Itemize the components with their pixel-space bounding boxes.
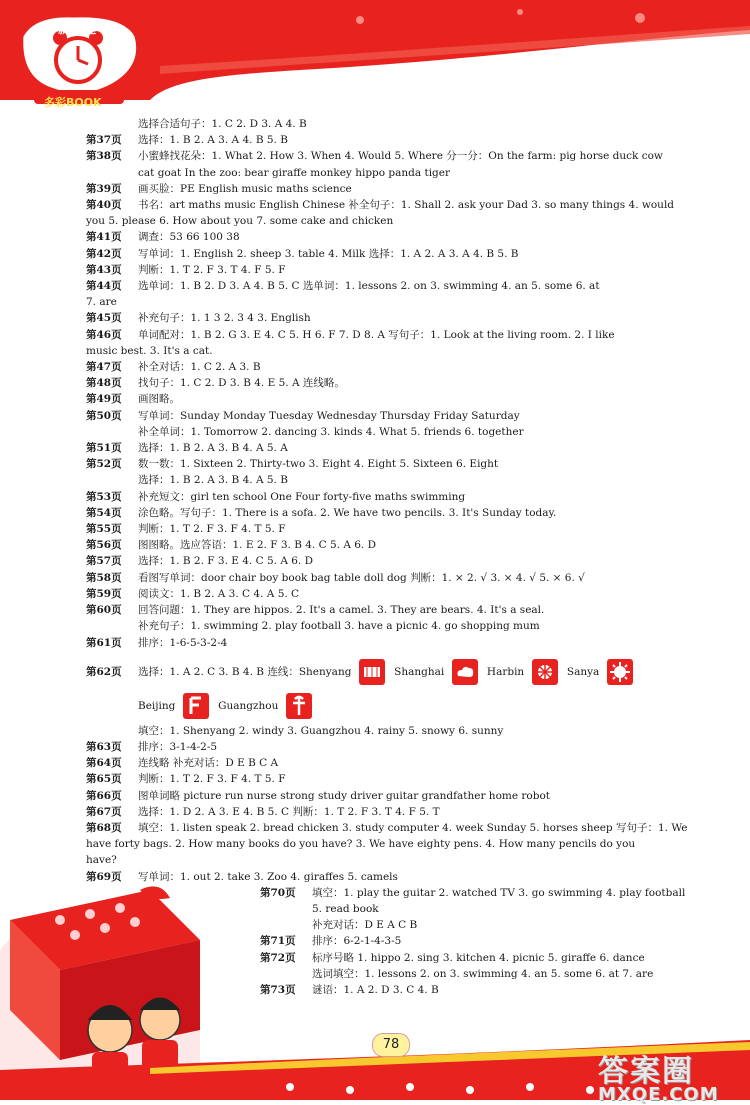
answer-line — [86, 655, 706, 689]
answer-text: 判断：1. T 2. F 3. T 4. F 5. F — [138, 263, 286, 276]
city-label: Sanya — [566, 665, 600, 678]
answer-text: 选单词：1. B 2. D 3. A 4. B 5. C 选单词：1. lessons 2. on 3. swimming 4. an 5. some 6. at — [138, 280, 600, 293]
page-number: 78 — [372, 1033, 410, 1057]
logo — [14, 6, 144, 109]
answer-text: 排序：6-2-1-4-3-5 — [312, 935, 402, 948]
answer-text: 数一数：1. Sixteen 2. Thirty-two 3. Eight 4. Eight 5. Sixteen 6. Eight — [138, 458, 499, 471]
answer-line — [86, 836, 706, 852]
weather-snowflake-icon — [532, 659, 558, 685]
answer-text: 补充对话：D E A C B — [312, 919, 418, 932]
logo-subtitle: 多彩BOOK — [44, 96, 102, 109]
answer-line — [86, 472, 706, 488]
answer-line — [86, 537, 706, 553]
answer-line — [86, 165, 706, 181]
answer-text: 补充短文：girl ten school One Four forty-five maths swimming — [138, 490, 466, 503]
answer-line — [86, 852, 706, 868]
answer-text: 书名：art maths music English Chinese 补全句子：1. Shall 2. ask your Dad 3. so many things 4. would — [138, 199, 675, 212]
answer-line — [86, 755, 706, 771]
page-label: 第48页 — [86, 377, 122, 390]
city-label: Shanghai — [394, 665, 445, 678]
answer-text: 标序号略 1. hippo 2. sing 3. kitchen 4. picnic 5. giraffe 6. dance — [312, 951, 645, 964]
answer-line — [86, 197, 706, 213]
answer-line — [86, 820, 706, 836]
answer-line — [86, 570, 706, 586]
answer-line — [86, 635, 706, 651]
answer-line — [86, 553, 706, 569]
answer-line — [86, 440, 706, 456]
city-label: Guangzhou — [218, 699, 279, 712]
answer-line — [86, 327, 706, 343]
answer-line — [86, 804, 706, 820]
page-label: 第73页 — [260, 983, 296, 996]
answer-text: 判断：1. T 2. F 3. F 4. T 5. F — [138, 773, 286, 786]
answer-text: 小蜜蜂找花朵：1. What 2. How 3. When 4. Would 5. Where 分一分：On the farm: pig horse duck cow — [138, 150, 663, 163]
page-label: 第65页 — [86, 773, 122, 786]
weather-cloud-icon — [452, 659, 478, 685]
answer-line — [86, 408, 706, 424]
answer-text — [138, 655, 706, 689]
page-label: 第57页 — [86, 555, 122, 568]
answer-text: 单词配对：1. B 2. G 3. E 4. C 5. H 6. F 7. D 8. A 写句子：1. Look at the living room. 2. I like — [138, 328, 615, 341]
page-label: 第41页 — [86, 231, 122, 244]
page-label: 第69页 — [86, 870, 122, 883]
page-label: 第55页 — [86, 523, 122, 536]
answer-text: 选择：1. A 2. C 3. B 4. B 连线：Shenyang — [138, 665, 352, 678]
city-label: Harbin — [486, 665, 525, 678]
answer-line — [86, 391, 706, 407]
answer-text: 排序：3-1-4-2-5 — [138, 740, 218, 753]
answer-text: 5. read book — [312, 902, 379, 915]
answer-line — [86, 424, 706, 440]
page-label: 第70页 — [260, 886, 296, 899]
answer-line — [86, 505, 706, 521]
page-label: 第64页 — [86, 757, 122, 770]
page-label: 第45页 — [86, 312, 122, 325]
answer-text: 写单词：1. English 2. sheep 3. table 4. Milk 选择：1. A 2. A 3. A 4. B 5. B — [138, 247, 519, 260]
answer-line — [86, 213, 706, 229]
page-label: 第49页 — [86, 393, 122, 406]
answer-text: 选择：1. B 2. A 3. A 4. B 5. B — [138, 134, 288, 147]
page-label: 第68页 — [86, 821, 122, 834]
answer-line — [86, 343, 706, 359]
answer-line — [86, 246, 706, 262]
answer-text: 选词填空：1. lessons 2. on 3. swimming 4. an 5. some 6. at 7. are — [312, 967, 654, 980]
answer-line — [86, 489, 706, 505]
page-label: 第72页 — [260, 951, 296, 964]
answer-text: 补全对话：1. C 2. A 3. B — [138, 361, 261, 374]
page-label: 第37页 — [86, 134, 122, 147]
page-label: 第63页 — [86, 740, 122, 753]
answer-line — [86, 788, 706, 804]
page-label: 第42页 — [86, 247, 122, 260]
answer-text: have? — [86, 854, 117, 867]
answer-text — [138, 689, 706, 723]
answer-line — [86, 116, 706, 132]
answer-text: music best. 3. It's a cat. — [86, 344, 213, 357]
page-label: 第47页 — [86, 361, 122, 374]
answer-text: 回答问题：1. They are hippos. 2. It's a camel. 3. They are bears. 4. It's a seal. — [138, 604, 545, 617]
watermark-url: MXQE.COM — [598, 1084, 719, 1105]
answer-text: 阅读文：1. B 2. A 3. C 4. A 5. C — [138, 587, 300, 600]
answer-line — [86, 771, 706, 787]
watermark-title: 答案圈 — [598, 1054, 694, 1089]
answer-text: 排序：1-6-5-3-2-4 — [138, 636, 228, 649]
answer-line — [86, 278, 706, 294]
page-label: 第67页 — [86, 805, 122, 818]
answer-text: 画买脸：PE English music maths science — [138, 182, 352, 195]
page-label: 第50页 — [86, 409, 122, 422]
answer-text: cat goat In the zoo: bear giraffe monkey hippo panda tiger — [138, 166, 451, 179]
answer-text: 选择：1. D 2. A 3. E 4. B 5. C 判断：1. T 2. F 3. T 4. F 5. T — [138, 805, 440, 818]
answer-text: 谜语：1. A 2. D 3. C 4. B — [312, 983, 439, 996]
page-label: 第71页 — [260, 935, 296, 948]
answer-line — [86, 586, 706, 602]
answer-text: 调查：53 66 100 38 — [138, 231, 240, 244]
answer-key — [86, 116, 706, 998]
page-label: 第40页 — [86, 199, 122, 212]
answer-text: 选择：1. B 2. A 3. B 4. A 5. A — [138, 442, 288, 455]
answer-line — [86, 310, 706, 326]
answer-text: 填空：1. play the guitar 2. watched TV 3. go swimming 4. play football — [312, 886, 686, 899]
answer-line — [86, 148, 706, 164]
answer-text: 涂色略。写句子：1. There is a sofa. 2. We have two pencils. 3. It's Sunday today. — [138, 506, 557, 519]
answer-line — [86, 618, 706, 634]
page-label: 第51页 — [86, 442, 122, 455]
answer-text: 填空：1. listen speak 2. bread chicken 3. study computer 4. week Sunday 5. horses sheep 写句子：1. We — [138, 821, 688, 834]
answer-line — [86, 181, 706, 197]
answer-line — [86, 294, 706, 310]
answer-line — [86, 723, 706, 739]
answer-line — [86, 132, 706, 148]
page-label: 第56页 — [86, 539, 122, 552]
answer-text: 写单词：1. out 2. take 3. Zoo 4. giraffes 5. camels — [138, 870, 398, 883]
page-label: 第54页 — [86, 506, 122, 519]
answer-line — [86, 359, 706, 375]
answer-line — [86, 456, 706, 472]
answer-text: 判断：1. T 2. F 3. F 4. T 5. F — [138, 523, 286, 536]
watermark — [598, 1046, 719, 1105]
answer-text: 补充句子：1. 1 3 2. 3 4 3. English — [138, 312, 311, 325]
page-label: 第53页 — [86, 490, 122, 503]
answer-text: you 5. please 6. How about you 7. some cake and chicken — [86, 215, 394, 228]
city-label: Beijing — [138, 699, 176, 712]
answer-text: 找句子：1. C 2. D 3. B 4. E 5. A 连线略。 — [138, 377, 345, 390]
answer-text: 看图写单词：door chair boy book bag table doll dog 判断：1. × 2. √ 3. × 4. √ 5. × 6. √ — [138, 571, 585, 584]
page-label: 第66页 — [86, 789, 122, 802]
answer-text: 写单词：Sunday Monday Tuesday Wednesday Thursday Friday Saturday — [138, 409, 520, 422]
answer-text: 7. are — [86, 296, 117, 309]
answer-text: 选择合适句子：1. C 2. D 3. A 4. B — [138, 118, 307, 130]
page-label: 第46页 — [86, 328, 122, 341]
answer-text: 补全单词：1. Tomorrow 2. dancing 3. kinds 4. What 5. friends 6. together — [138, 425, 524, 438]
answer-text: 图图略。选应答语：1. E 2. F 3. B 4. C 5. A 6. D — [138, 539, 377, 552]
answer-text: have forty bags. 2. How many books do you have? 3. We have eighty pens. 4. How many pencils do you — [86, 838, 636, 851]
answer-line — [86, 689, 706, 723]
page-label: 第52页 — [86, 458, 122, 471]
logo-title: 新课程 — [58, 22, 98, 36]
answer-text: 补充句子：1. swimming 2. play football 3. have a picnic 4. go shopping mum — [138, 620, 540, 633]
answer-line — [86, 375, 706, 391]
answer-text: 画图略。 — [138, 393, 180, 406]
answer-line — [86, 739, 706, 755]
answer-text: 图单词略 picture run nurse strong study driver guitar grandfather home robot — [138, 789, 551, 802]
page-label: 第44页 — [86, 280, 122, 293]
answer-text: 选择：1. B 2. F 3. E 4. C 5. A 6. D — [138, 555, 314, 568]
answer-text: 连线略 补充对话：D E B C A — [138, 757, 279, 770]
page-label: 第43页 — [86, 263, 122, 276]
page-label: 第62页 — [86, 665, 122, 678]
weather-sun-icon — [607, 659, 633, 685]
answer-line — [86, 229, 706, 245]
answer-text: 填空：1. Shenyang 2. windy 3. Guangzhou 4. rainy 5. snowy 6. sunny — [138, 724, 504, 737]
page-label: 第59页 — [86, 587, 122, 600]
answer-line — [86, 521, 706, 537]
weather-snow-icon — [359, 659, 385, 685]
page-label: 第38页 — [86, 150, 122, 163]
weather-rain-icon — [286, 693, 312, 719]
page-label: 第61页 — [86, 636, 122, 649]
answer-line — [86, 262, 706, 278]
answer-line — [86, 602, 706, 618]
answer-text: 选择：1. B 2. A 3. B 4. A 5. B — [138, 474, 288, 487]
weather-wind-icon — [183, 693, 209, 719]
page-label: 第60页 — [86, 604, 122, 617]
page-label: 第58页 — [86, 571, 122, 584]
page-label: 第39页 — [86, 182, 122, 195]
